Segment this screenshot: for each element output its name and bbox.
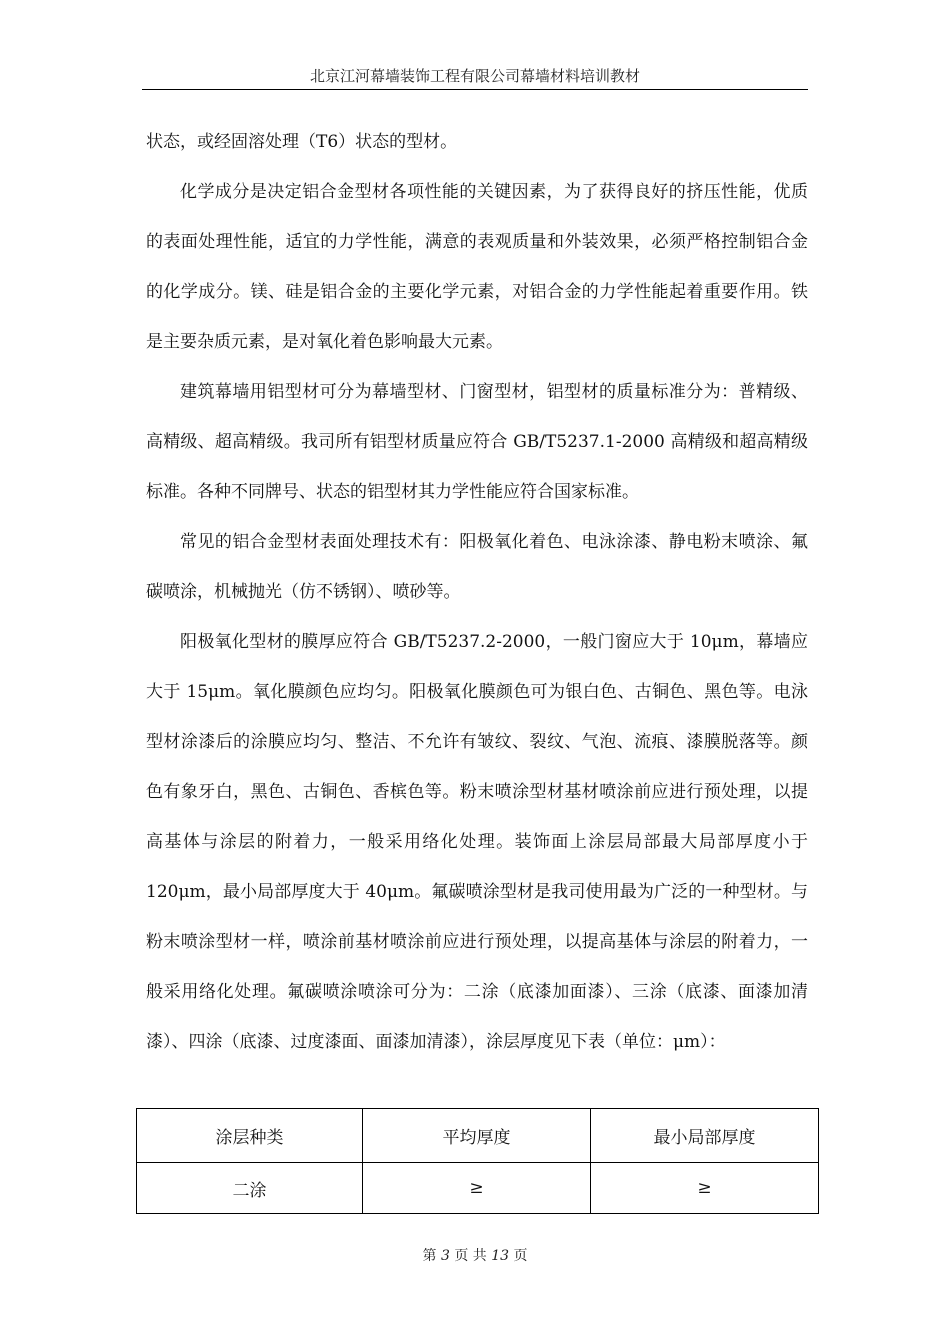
paragraph-continuation: 状态，或经固溶处理（T6）状态的型材。 xyxy=(146,132,458,152)
page-header: 北京江河幕墙装饰工程有限公司幕墙材料培训教材 xyxy=(309,67,640,85)
paragraph-profile-standards: 建筑幕墙用铝型材可分为幕墙型材、门窗型材，铝型材的质量标准分为：普精级、高精级、超高精级。我司所有铝型材质量应符合 GB/T5237.1-2000 高精级和超高精级标准。各种不同牌号、状态的铝型材其力学性能应符合国家标准。 xyxy=(146,382,808,502)
footer-middle: 页 共 xyxy=(454,1248,487,1264)
footer-suffix: 页 xyxy=(513,1248,528,1264)
table-header-row xyxy=(137,1109,819,1163)
paragraph-coating-requirements: 阳极氧化型材的膜厚应符合 GB/T5237.2-2000，一般门窗应大于 10μm，幕墙应大于 15μm。氧化膜颜色应均匀。阳极氧化膜颜色可为银白色、古铜色、黑色等。电泳型材涂漆后的涂膜应均匀、整洁、不允许有皱纹、裂纹、气泡、流痕、漆膜脱落等。颜色有象牙白，黑色、古铜色、香槟色等。粉末喷涂型材基材喷涂前应进行预处理，以提高基体与涂层的附着力，一般采用络化处理。装饰面上涂层局部最大局部厚度小于 120μm，最小局部厚度大于 40μm。氟碳喷涂型材是我司使用最为广泛的一种型材。与粉末喷涂型材一样，喷涂前基材喷涂前应进行预处理，以提高基体与涂层的附着力，一般采用络化处理。氟碳喷涂喷涂可分为：二涂（底漆加面漆）、三涂（底漆、面漆加清漆）、四涂（底漆、过度漆面、面漆加清漆），涂层厚度见下表（单位：μm）： xyxy=(146,632,808,1052)
table-row xyxy=(137,1163,819,1214)
column-header-min-local-thickness: 最小局部厚度 xyxy=(591,1109,819,1163)
column-header-coating-type: 涂层种类 xyxy=(137,1109,363,1163)
column-header-average-thickness: 平均厚度 xyxy=(363,1109,591,1163)
paragraph-surface-treatments: 常见的铝合金型材表面处理技术有：阳极氧化着色、电泳涂漆、静电粉末喷涂、氟碳喷涂，机械抛光（仿不锈钢）、喷砂等。 xyxy=(146,532,808,602)
table-cell-min-local-thickness: ≥ xyxy=(591,1163,819,1214)
table-cell-coating-type: 二涂 xyxy=(137,1163,363,1214)
header-divider xyxy=(142,89,808,90)
document-body xyxy=(146,117,808,1067)
table-cell-average-thickness: ≥ xyxy=(363,1163,591,1214)
page-footer xyxy=(0,1245,950,1265)
current-page-number: 3 xyxy=(440,1248,450,1264)
total-page-count: 13 xyxy=(491,1248,510,1264)
coating-thickness-table xyxy=(136,1108,819,1214)
paragraph-chemical-composition: 化学成分是决定铝合金型材各项性能的关键因素，为了获得良好的挤压性能，优质的表面处理性能，适宜的力学性能，满意的表观质量和外装效果，必须严格控制铝合金的化学成分。镁、硅是铝合金的主要化学元素，对铝合金的力学性能起着重要作用。铁是主要杂质元素，是对氧化着色影响最大元素。 xyxy=(146,182,808,352)
footer-prefix: 第 xyxy=(422,1248,437,1264)
